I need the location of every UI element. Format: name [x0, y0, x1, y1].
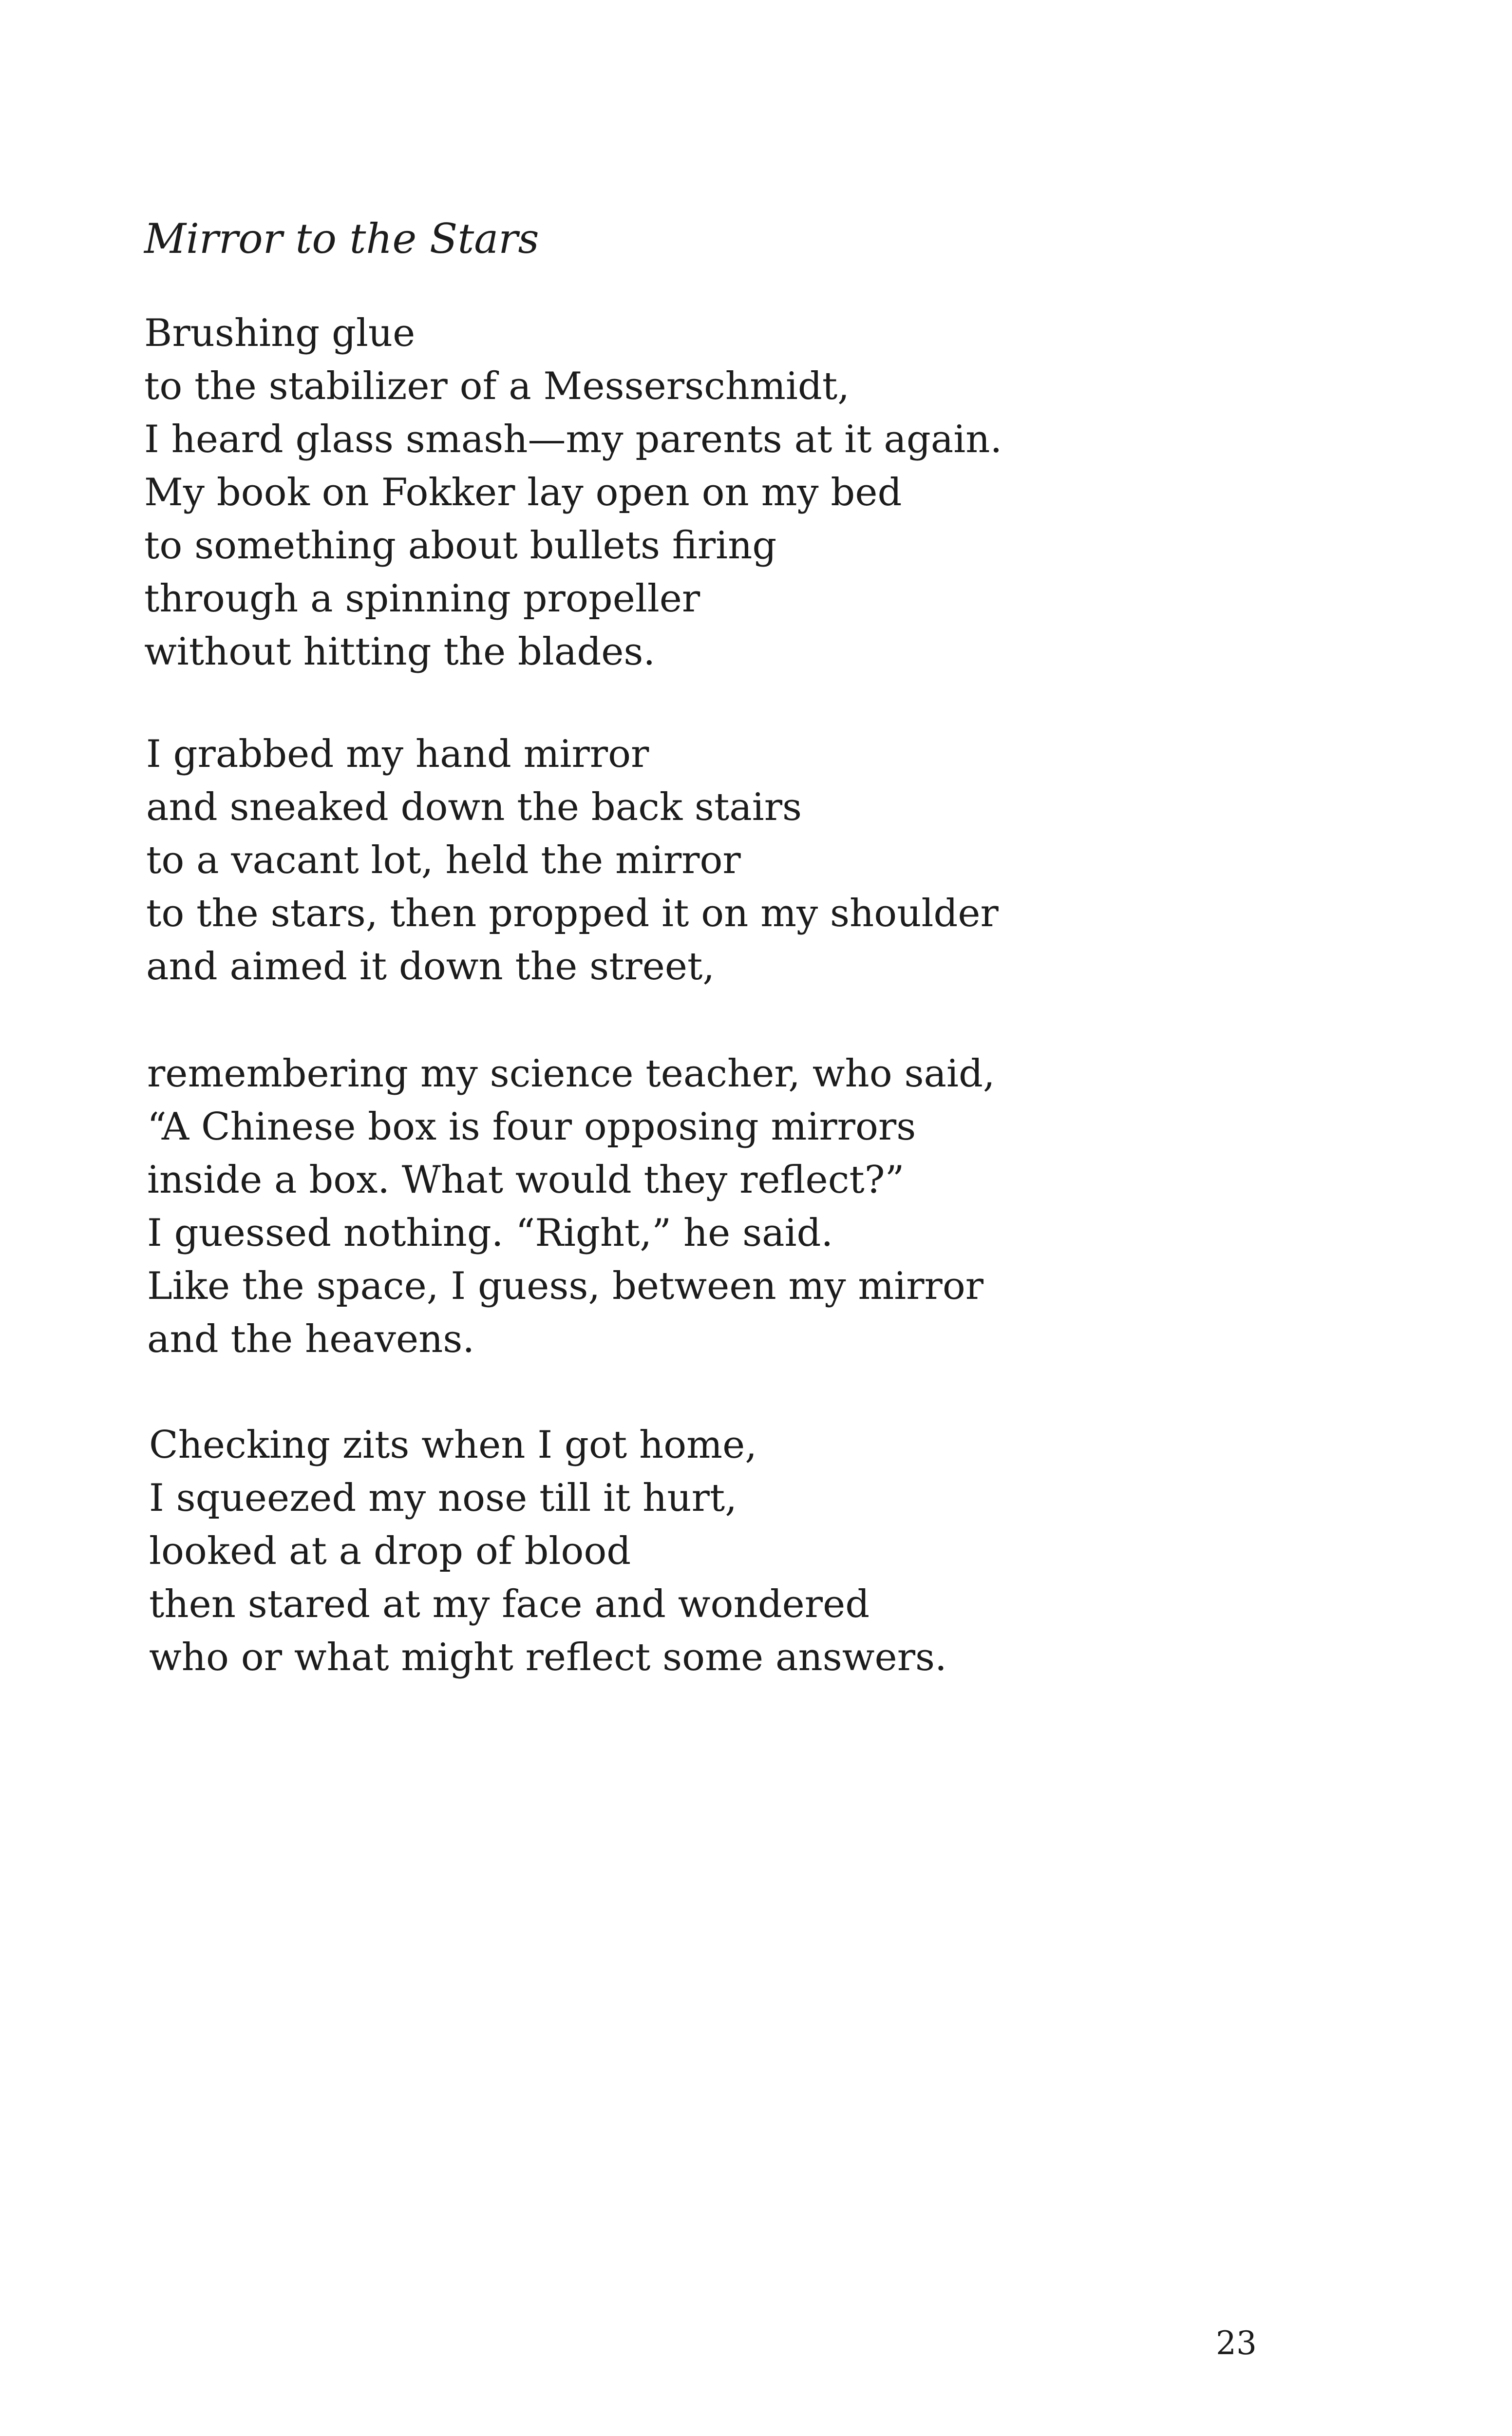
poem-line: through a spinning propeller	[144, 577, 700, 621]
poem-line: I grabbed my hand mirror	[146, 732, 649, 776]
poem-line: looked at a drop of blood	[149, 1529, 631, 1573]
poem-line: Like the space, I guess, between my mirror	[147, 1264, 984, 1308]
poem-line: who or what might reflect some answers.	[149, 1636, 947, 1679]
poem-line: to the stars, then propped it on my shoulder	[146, 892, 999, 935]
poem-line: and the heavens.	[147, 1317, 475, 1361]
stanza-2	[146, 728, 999, 993]
poem-line: and aimed it down the street,	[146, 945, 715, 989]
poem-line: Checking zits when I got home,	[149, 1423, 757, 1467]
poem-title: Mirror to the Stars	[144, 215, 539, 263]
poem-line: to a vacant lot, held the mirror	[146, 838, 741, 882]
poem-line: I squeezed my nose till it hurt,	[149, 1476, 737, 1520]
stanza-4	[149, 1419, 947, 1684]
poem-line: without hitting the blades.	[144, 630, 656, 674]
poem-line: inside a box. What would they reflect?”	[147, 1158, 905, 1202]
poem-line: I heard glass smash—my parents at it again.	[144, 418, 1002, 461]
poem-line: “A Chinese box is four opposing mirrors	[147, 1105, 916, 1149]
stanza-1	[144, 307, 1002, 679]
poem-line: remembering my science teacher, who said,	[147, 1052, 995, 1096]
poem-line: then stared at my face and wondered	[149, 1582, 870, 1626]
poem-line: to something about bullets firing	[144, 524, 777, 568]
poem-line: My book on Fokker lay open on my bed	[144, 471, 902, 514]
page-number: 23	[1216, 2324, 1257, 2362]
poem-line: Brushing glue	[144, 311, 416, 355]
poem-line: I guessed nothing. “Right,” he said.	[147, 1211, 833, 1255]
poem-line: and sneaked down the back stairs	[146, 785, 802, 829]
poem-line: to the stabilizer of a Messerschmidt,	[144, 364, 850, 408]
stanza-3	[147, 1047, 995, 1366]
